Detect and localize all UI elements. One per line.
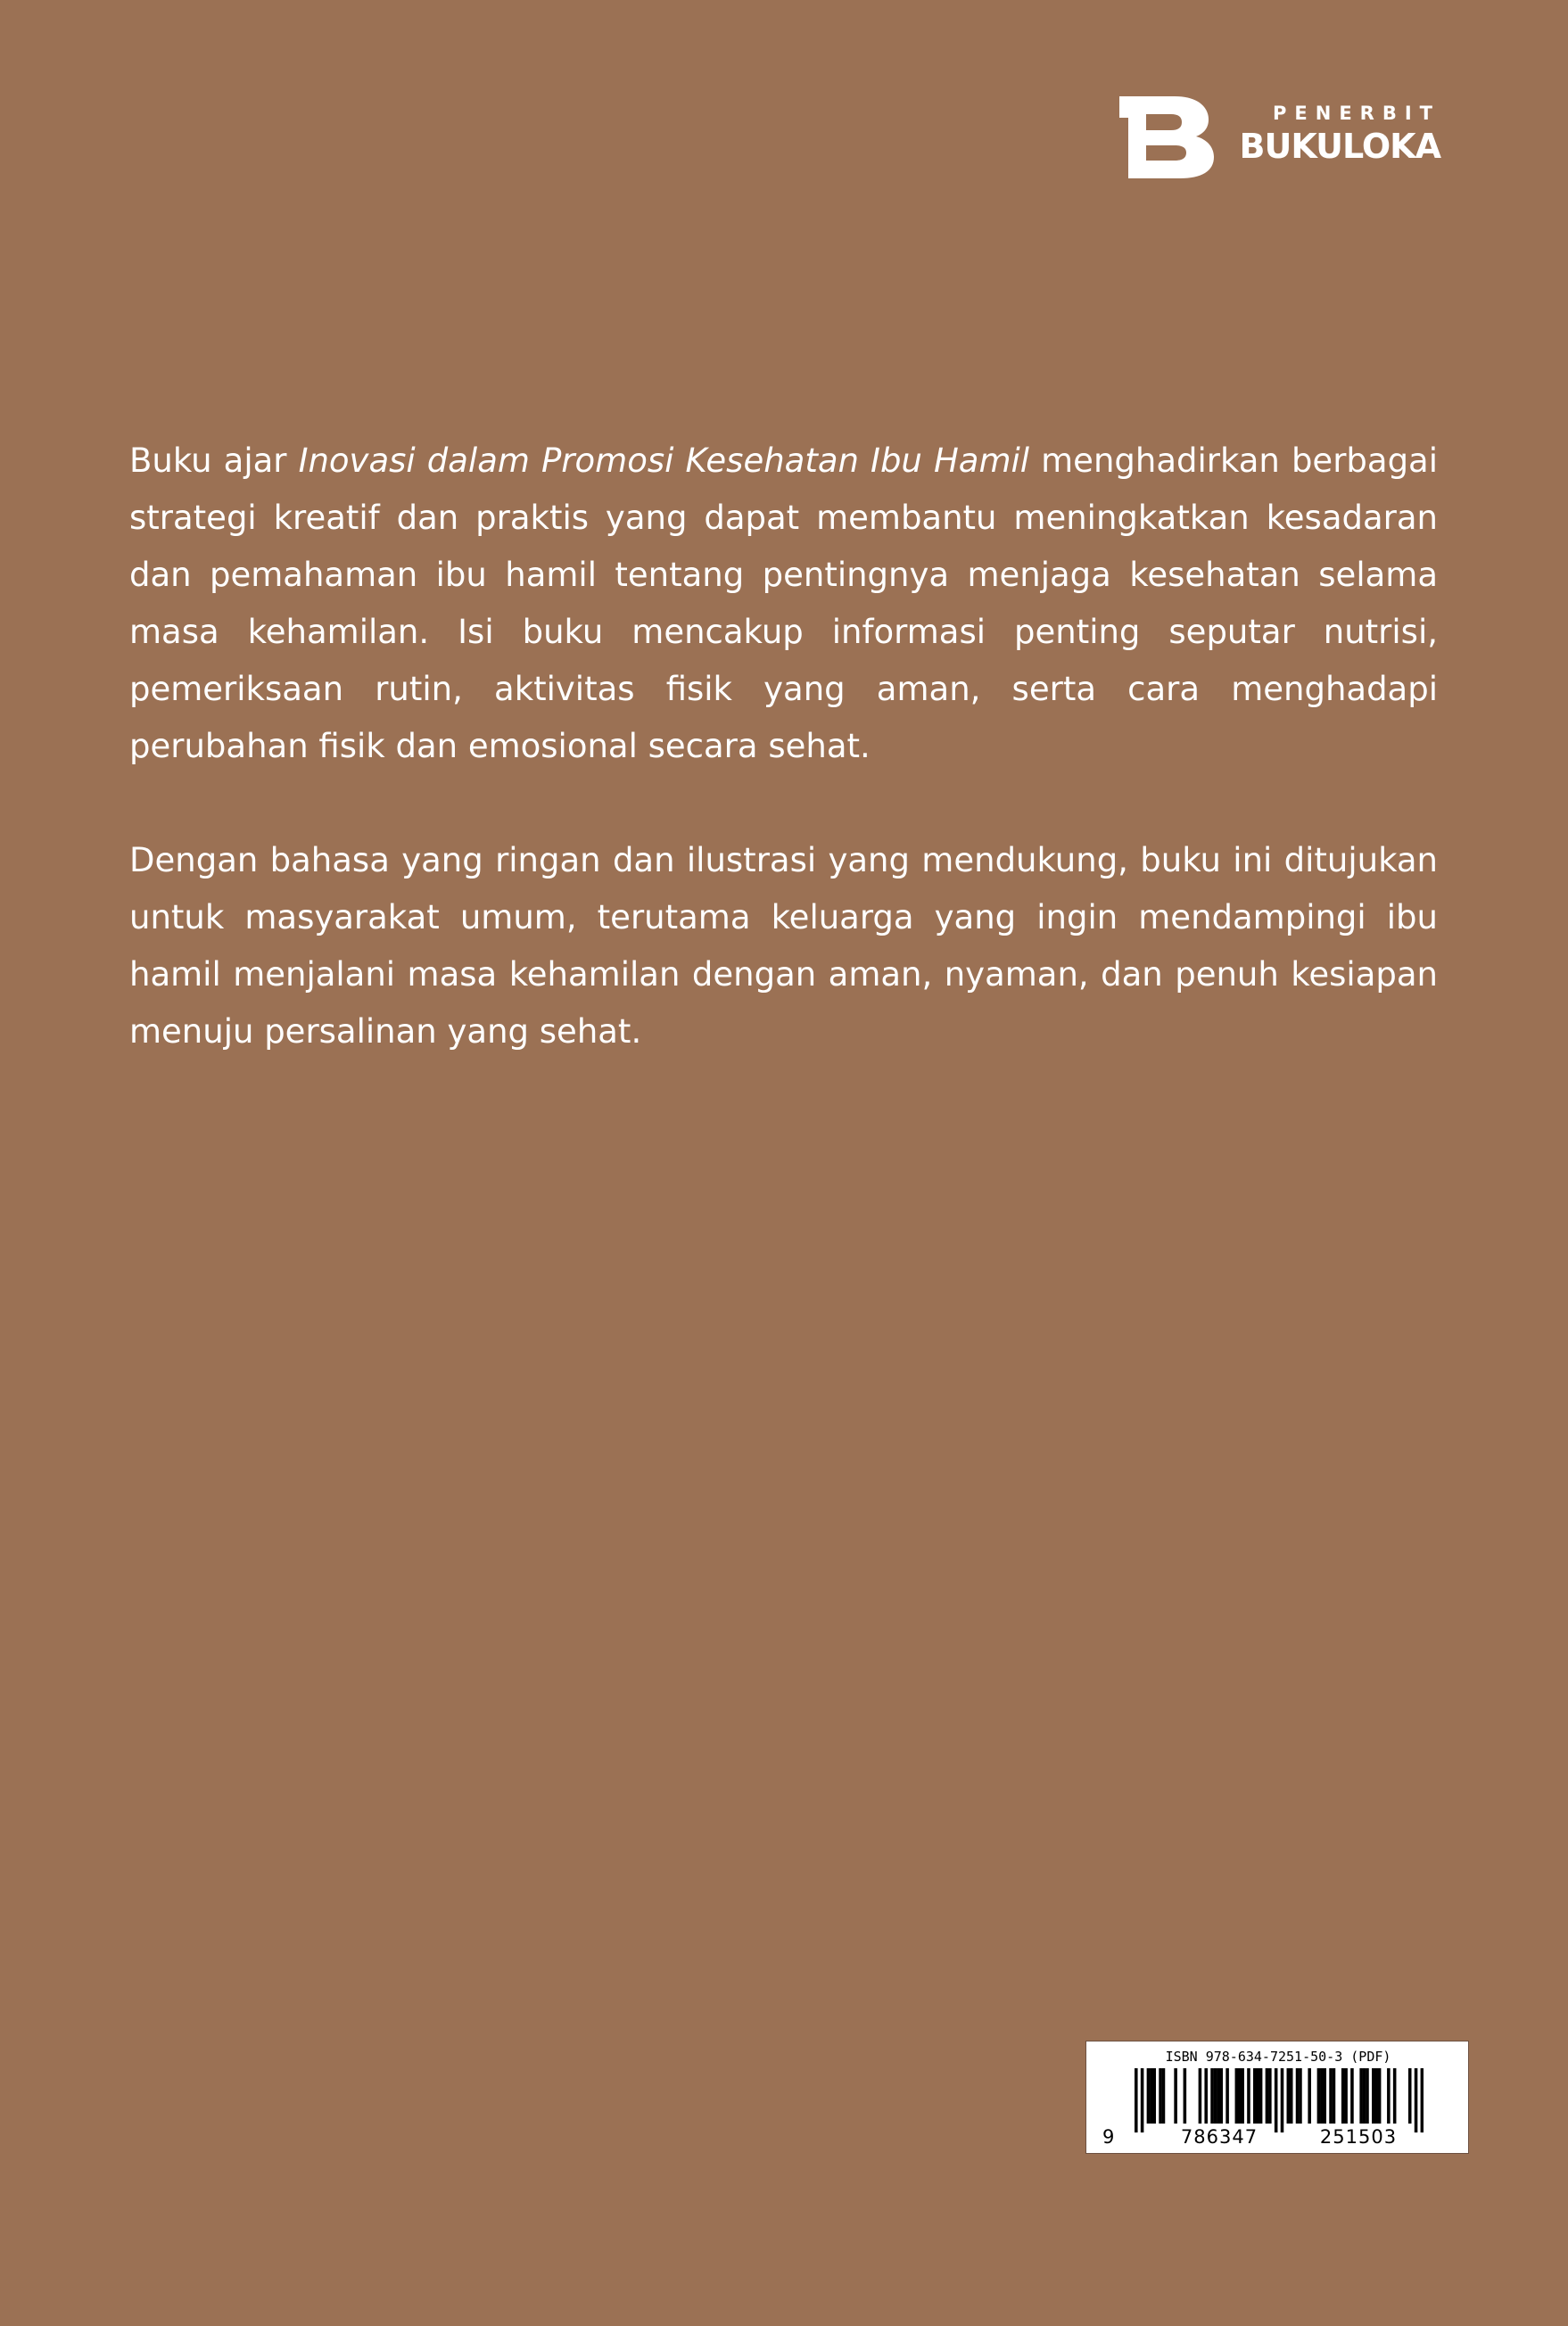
- barcode-bar: [1408, 2068, 1412, 2124]
- barcode-bar: [1320, 2068, 1324, 2124]
- publisher-logo: [1119, 96, 1440, 178]
- barcode-bar: [1241, 2068, 1244, 2124]
- barcode-bar: [1393, 2068, 1397, 2124]
- barcode-lead-digit: 9: [1102, 2126, 1115, 2148]
- barcode-bars: [1135, 2068, 1424, 2132]
- barcode-bar: [1421, 2068, 1424, 2132]
- barcode-bar: [1308, 2068, 1311, 2124]
- barcode-bar: [1253, 2068, 1257, 2124]
- barcode-bar: [1275, 2068, 1278, 2132]
- barcode-bar: [1372, 2068, 1375, 2124]
- barcode-bar: [1299, 2068, 1302, 2124]
- barcode-bar: [1238, 2068, 1242, 2124]
- barcode-bar: [1219, 2068, 1223, 2124]
- barcode-bar: [1159, 2068, 1162, 2124]
- barcode-bar: [1378, 2068, 1382, 2124]
- description-body: menghadirkan berbagai strategi kreatif dan praktis yang dapat membantu meningkatkan kesadaran dan pemahaman ibu hamil tentang pentingnya menjaga kesehatan selama masa kehamilan. Isi buku mencakup informasi penting seputar nutrisi, pemeriksaan rutin, aktivitas fisik yang aman, serta cara menghadapi perubahan fisik dan emosional secara sehat.: [129, 441, 1439, 765]
- barcode-bar: [1415, 2068, 1418, 2132]
- barcode-bar: [1344, 2068, 1348, 2124]
- barcode-left-digits: 786347: [1180, 2126, 1259, 2148]
- barcode-bar: [1184, 2068, 1187, 2124]
- barcode-bar: [1135, 2068, 1138, 2132]
- barcode-bar: [1323, 2068, 1326, 2124]
- barcode-bar: [1247, 2068, 1250, 2124]
- letter-b-logo-icon: [1119, 96, 1214, 178]
- barcode-bar: [1296, 2068, 1300, 2124]
- barcode-bar: [1162, 2068, 1166, 2124]
- barcode-bar: [1210, 2068, 1214, 2124]
- isbn-barcode: [1085, 2041, 1469, 2154]
- barcode-bar: [1217, 2068, 1220, 2124]
- description-paragraph-1: [129, 433, 1438, 775]
- barcode-bar: [1359, 2068, 1363, 2124]
- barcode-bar: [1329, 2068, 1333, 2124]
- barcode-bar: [1141, 2068, 1144, 2132]
- barcode-bar: [1152, 2068, 1156, 2124]
- barcode-bar: [1214, 2068, 1217, 2124]
- description-intro: Buku ajar: [129, 441, 299, 480]
- barcode-bar: [1350, 2068, 1354, 2124]
- description-paragraph-2: Dengan bahasa yang ringan dan ilustrasi yang mendukung, buku ini ditujukan untuk masyarakat umum, terutama keluarga yang ingin mendampingi ibu hamil menjalani masa kehamilan dengan aman, nyaman, dan penuh kesiapan menuju persalinan yang sehat.: [129, 841, 1438, 1051]
- barcode-bar: [1259, 2068, 1263, 2124]
- barcode-bar: [1387, 2068, 1391, 2124]
- barcode-bar: [1204, 2068, 1208, 2124]
- barcode-bar: [1147, 2068, 1151, 2124]
- barcode-bar: [1287, 2068, 1291, 2124]
- barcode-bar: [1256, 2068, 1259, 2124]
- barcode-bar: [1374, 2068, 1378, 2124]
- barcode-bar: [1268, 2068, 1272, 2124]
- barcode-bar: [1150, 2068, 1153, 2124]
- barcode-bar: [1290, 2068, 1293, 2124]
- barcode-bar: [1317, 2068, 1321, 2124]
- book-title: Inovasi dalam Promosi Kesehatan Ibu Hamil: [298, 441, 1030, 480]
- isbn-label: ISBN 978-634-7251-50-3 (PDF): [1165, 2049, 1391, 2065]
- publisher-name: BUKULOKA: [1239, 127, 1440, 166]
- barcode-bar: [1333, 2068, 1336, 2124]
- barcode-bar: [1281, 2068, 1284, 2132]
- barcode-bar: [1226, 2068, 1229, 2124]
- barcode-bar: [1363, 2068, 1366, 2124]
- barcode-bar: [1174, 2068, 1177, 2124]
- barcode-bar: [1235, 2068, 1239, 2124]
- barcode-bar: [1266, 2068, 1269, 2124]
- barcode-right-digits: 251503: [1319, 2126, 1398, 2148]
- barcode-bar: [1199, 2068, 1202, 2124]
- barcode-bar: [1366, 2068, 1369, 2124]
- barcode-bar: [1341, 2068, 1345, 2124]
- publisher-label: PENERBIT: [1273, 103, 1440, 124]
- book-description: [129, 433, 1438, 1060]
